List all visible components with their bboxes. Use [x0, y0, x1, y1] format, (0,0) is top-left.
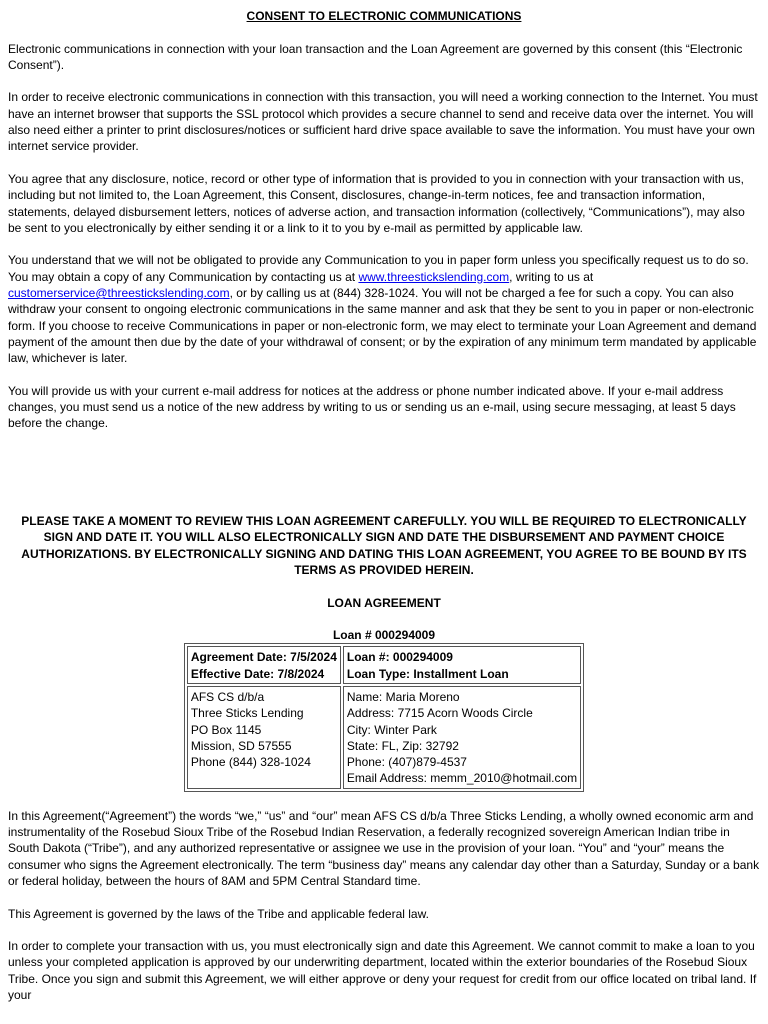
- website-link[interactable]: www.threestickslending.com: [358, 269, 510, 284]
- consent-paragraph: In order to receive electronic communications in connection with this transaction, you will need a working connection to the Internet. You must have an internet browser that supports the SSL protocol which provides a secure channel to send and receive data over the internet. You will also need either a printer to print disclosures/notices or sufficient hard drive space available to save the information. You must have your own internet service provider.: [8, 90, 758, 154]
- borrower-phone: Phone: (407)879-4537: [346, 755, 467, 770]
- agreement-paragraph: In this Agreement(“Agreement”) the words “we,” “us” and “our” mean AFS CS d/b/a Three Sticks Lending, a wholly owned economic arm and instrumentality of the Rosebud Sioux Tribe of the Rosebud Indian Reservation, a federally recognized sovereign American Indian tribe in South Dakota (“Tribe”), and any authorized representative or assignee we use in the provision of your loan. “You” and “your” means the consumer who signs the Agreement electronically. The term “business day” means any calendar day other than a Saturday, Sunday or a bank or federal holiday, between the hours of 8AM and 5PM Central Standard time.: [8, 808, 760, 888]
- borrower-city: City: Winter Park: [346, 722, 437, 737]
- effective-date: Effective Date: 7/8/2024: [190, 666, 325, 681]
- consent-text: You understand that we will not be obligated to provide any Communication to you in paper form unless you specifically request us to do so. You may obtain a copy of any Communication by contacting us at: [8, 253, 749, 284]
- lender-line: Mission, SD 57555: [190, 738, 292, 753]
- consent-text: , or by calling us at (844) 328-1024. You will not be charged a fee for such a copy. You can also withdraw your consent to ongoing electronic communications in the same manner and ask that they be sent to you in paper or non-electronic form. If you choose to receive Communications in paper or non-electronic form, we may elect to terminate your Loan Agreement and demand payment of the amount then due by the date of your withdrawal of consent; or by the expiration of any minimum term mandated by applicable law, whichever is later.: [8, 286, 757, 366]
- consent-title: CONSENT TO ELECTRONIC COMMUNICATIONS: [246, 9, 522, 23]
- consent-text: , writing to us at: [509, 269, 594, 284]
- loan-info-cell: [343, 646, 581, 684]
- table-row: [187, 686, 581, 789]
- table-row: [187, 646, 581, 684]
- loan-summary-table: [184, 643, 584, 791]
- agreement-paragraph: This Agreement is governed by the laws of the Tribe and applicable federal law.: [8, 906, 429, 921]
- borrower-address: Address: 7715 Acorn Woods Circle: [346, 706, 533, 721]
- review-notice: PLEASE TAKE A MOMENT TO REVIEW THIS LOAN AGREEMENT CAREFULLY. YOU WILL BE REQUIRED TO ELECTRONICALLY SIGN AND DATE IT. YOU WILL ALSO ELECTRONICALLY SIGN AND DATE THE DISBURSEMENT AND PAYMENT CHOICE AUTHORIZATIONS. BY ELECTRONICALLY SIGNING AND DATING THIS LOAN AGREEMENT, YOU AGREE TO BE BOUND BY ITS TERMS AS PROVIDED HEREIN.: [21, 514, 747, 577]
- lender-line: Three Sticks Lending: [190, 706, 304, 721]
- borrower-state-zip: State: FL, Zip: 32792: [346, 738, 459, 753]
- agreement-paragraph: In order to complete your transaction with us, you must electronically sign and date this Agreement. We cannot commit to make a loan to you unless your completed application is approved by our underwriting department, located within the exterior boundaries of the Rosebud Sioux Tribe. Once you sign and submit this Agreement, we will either approve or deny your request for credit from our office located on tribal land. If your: [8, 939, 757, 1003]
- loan-number-heading: Loan # 000294009: [332, 628, 436, 643]
- section-spacer: [8, 448, 760, 513]
- lender-line: Phone (844) 328-1024: [190, 755, 311, 770]
- consent-paragraph: Electronic communications in connection with your loan transaction and the Loan Agreement are governed by this consent (this “Electronic Consent”).: [8, 41, 743, 72]
- borrower-cell: [343, 686, 581, 789]
- lender-cell: [187, 686, 341, 789]
- borrower-email: Email Address: memm_2010@hotmail.com: [346, 771, 578, 786]
- loan-type: Loan Type: Installment Loan: [346, 666, 509, 681]
- consent-paragraph: You agree that any disclosure, notice, record or other type of information that is provided to you in connection with your transaction with us, including but not limited to, the Loan Agreement, this Consent, disclosures, change-in-term notices, fee and transaction information, statements, delayed disbursement letters, notices of adverse action, and transaction information (collectively, “Communications”), may also be sent to you electronically by either sending it or a link to it to you by e-mail as permitted by applicable law.: [8, 171, 745, 235]
- consent-paragraph: You will provide us with your current e-mail address for notices at the address or phone number indicated above. If your e-mail address changes, you must send us a notice of the new address by writing to us or sending us an e-mail, using secure messaging, at least 5 days before the change.: [8, 383, 736, 431]
- consent-paragraph-contact: [8, 252, 760, 366]
- agreement-date: Agreement Date: 7/5/2024: [190, 650, 337, 665]
- email-link[interactable]: customerservice@threestickslending.com: [8, 286, 230, 301]
- loan-number: Loan #: 000294009: [346, 650, 453, 665]
- loan-agreement-heading: LOAN AGREEMENT: [327, 595, 441, 610]
- borrower-name: Name: Maria Moreno: [346, 689, 460, 704]
- lender-line: AFS CS d/b/a: [190, 689, 265, 704]
- lender-line: PO Box 1145: [190, 722, 262, 737]
- dates-cell: [187, 646, 341, 684]
